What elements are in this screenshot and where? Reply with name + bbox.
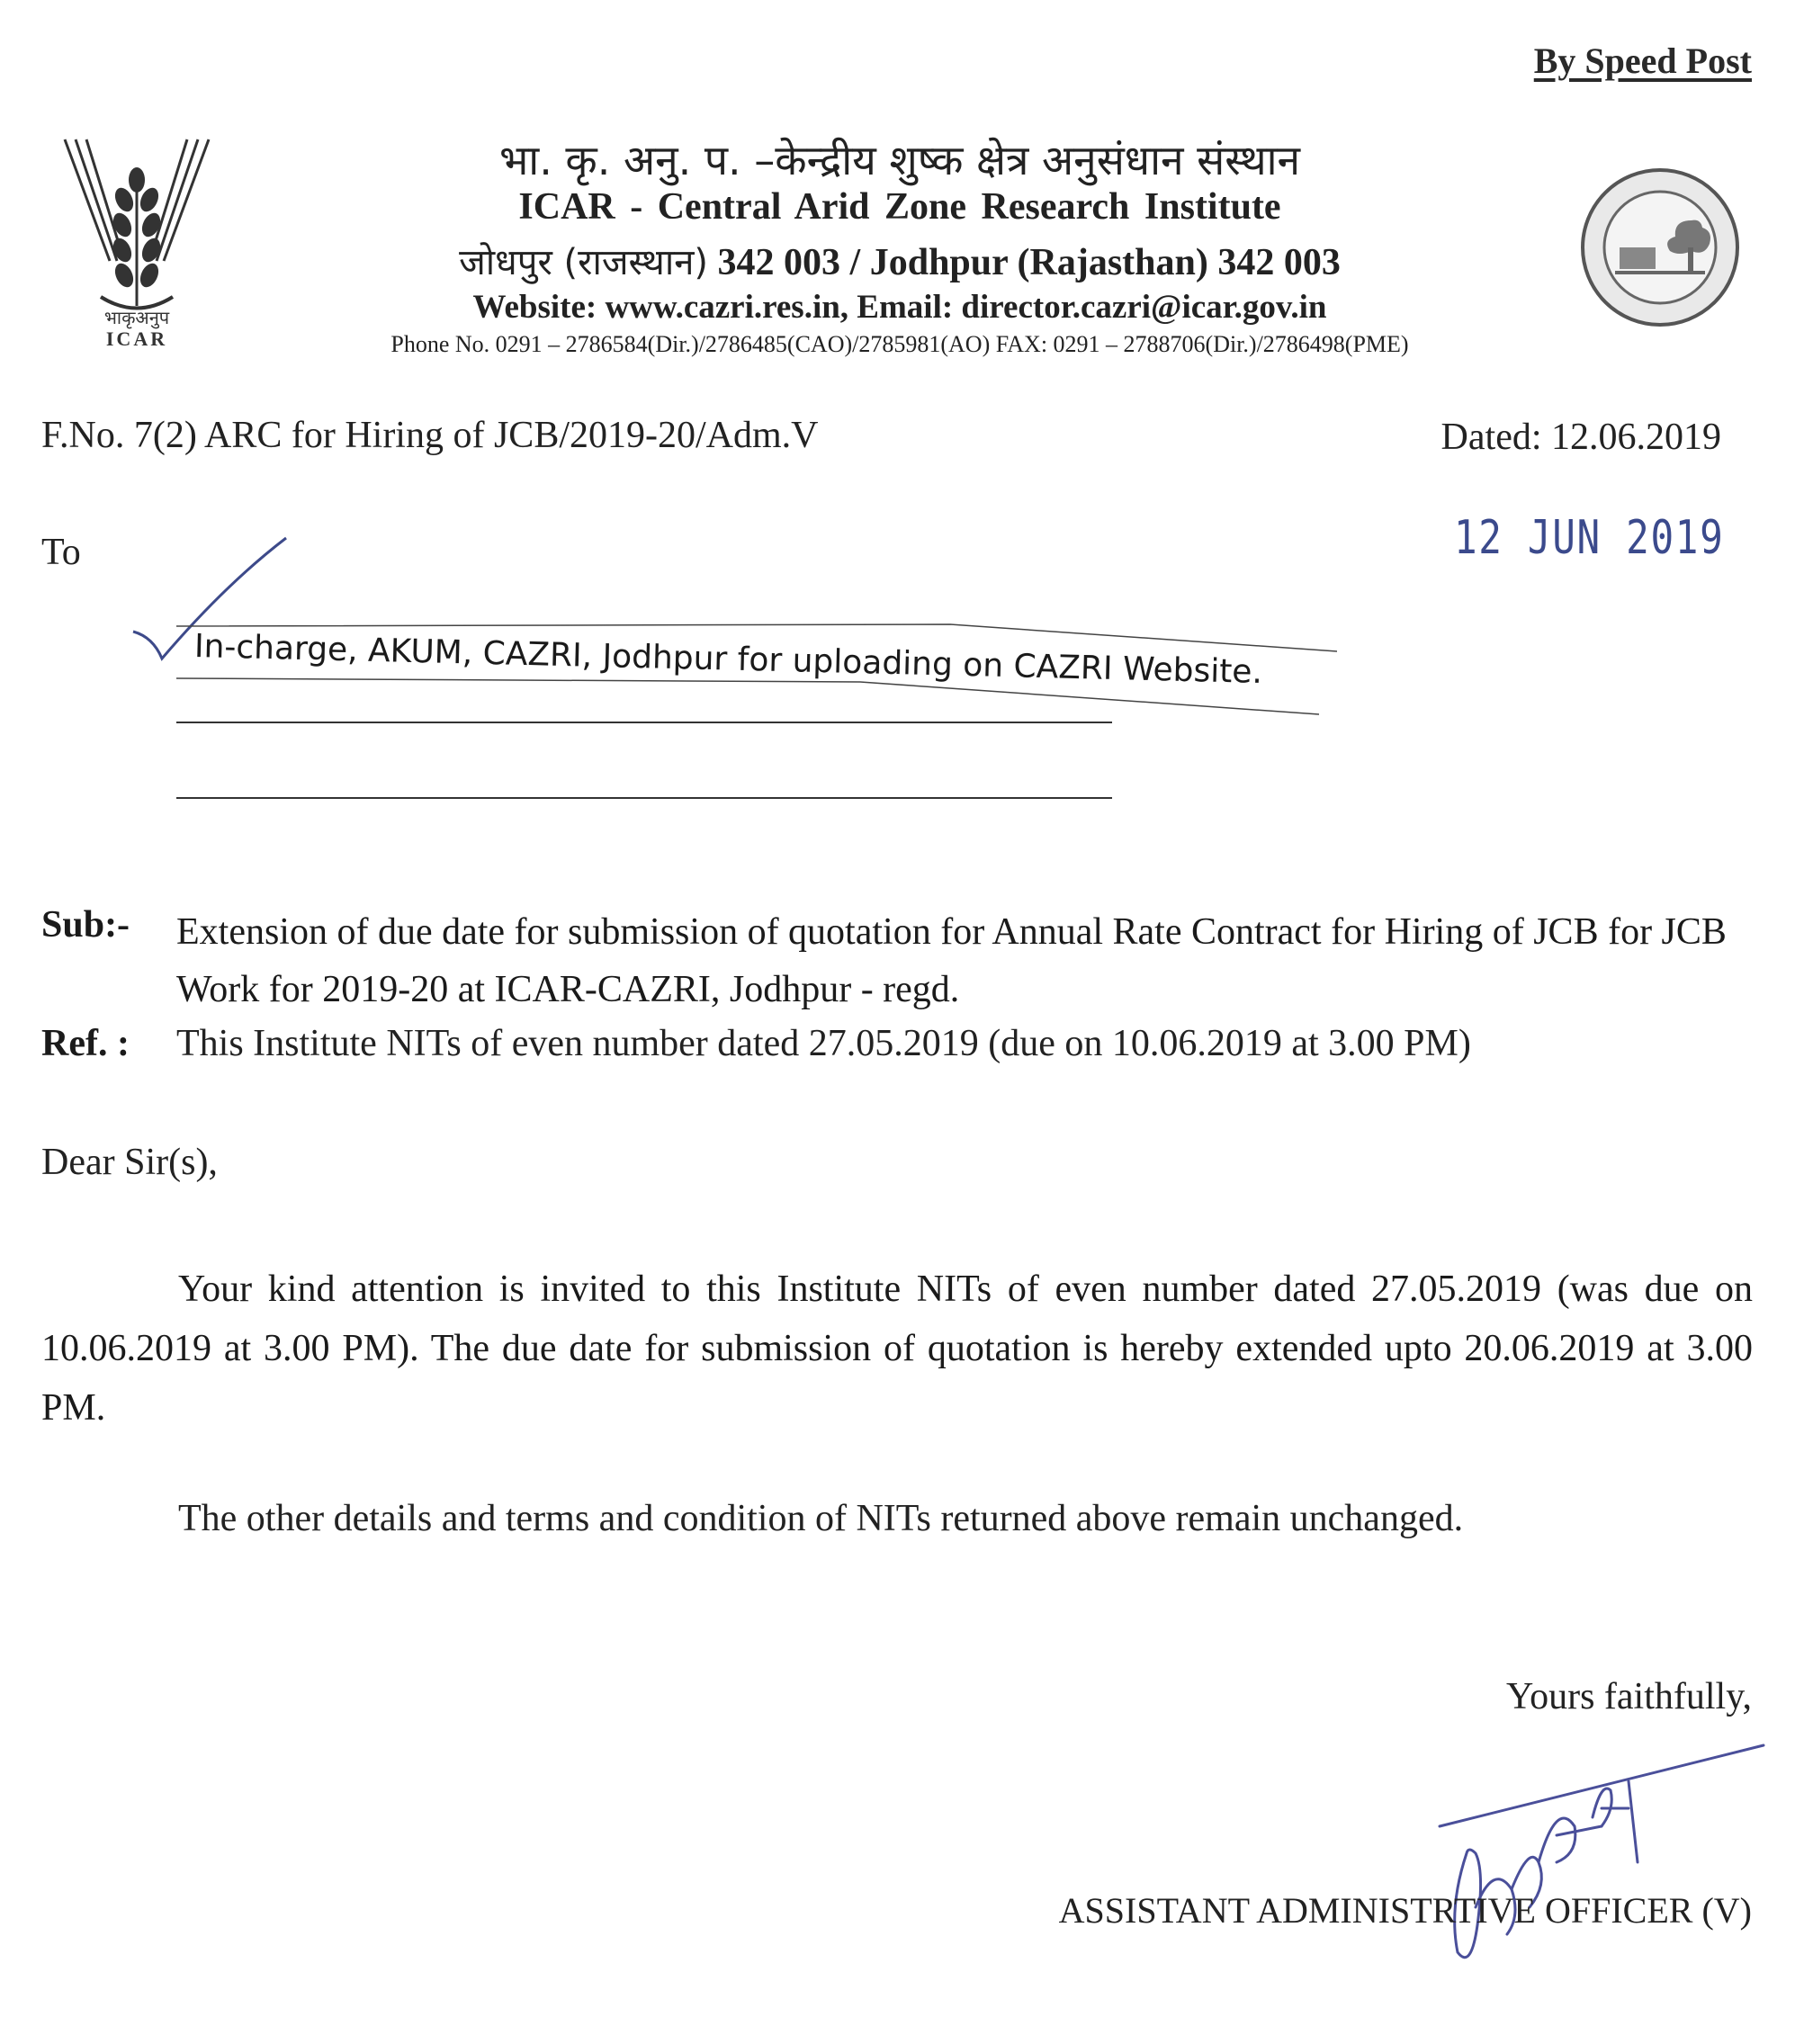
received-date-stamp: 12 JUN 2019: [1454, 511, 1725, 565]
svg-text:भाकृअनुप: भाकृअनुप: [103, 307, 170, 328]
cazri-seal-icon: [1566, 166, 1755, 328]
subject-label: Sub:-: [41, 904, 130, 946]
letter-date: Dated: 12.06.2019: [1441, 417, 1721, 458]
institute-name: ICAR - Central Arid Zone Research Institute: [518, 186, 1281, 228]
icar-logo-icon: [47, 135, 227, 351]
closing: Yours faithfully,: [1505, 1676, 1752, 1717]
recipient: In-charge, AKUM, CAZRI, Jodhpur for uploading on CAZRI Website.: [193, 628, 1263, 692]
salutation: Dear Sir(s),: [41, 1142, 218, 1183]
reference-label: Ref. :: [41, 1023, 130, 1064]
website-email: Website: www.cazri.res.in, Email: director.cazri@icar.gov.in: [472, 289, 1327, 326]
phone-fax: Phone No. 0291 – 2786584(Dir.)/2786485(CAO)/2785981(AO) FAX: 0291 – 2788706(Dir.)/2786498(PME): [390, 331, 1409, 357]
address-hindi: जोधपुर (राजस्थान): [459, 242, 709, 283]
to-label: To: [41, 532, 81, 573]
address-english: 342 003 / Jodhpur (Rajasthan) 342 003: [708, 242, 1341, 283]
speed-post-label: By Speed Post: [1533, 40, 1752, 81]
svg-text:ICAR: ICAR: [105, 327, 168, 350]
institute-address: [270, 236, 1530, 285]
subject-text: Extension of due date for submission of quotation for Annual Rate Contract for Hiring of JCB for JCB Work for 2019-20 at ICAR-CAZRI, Jodhpur - regd.: [176, 911, 1727, 1010]
institute-name-hindi: भा. कृ. अनु. प. –केन्द्रीय शुष्क क्षेत्र अनुसंधान संस्थान: [498, 136, 1301, 184]
signature-icon: [1422, 1727, 1782, 1997]
address-line-1: [176, 722, 1112, 723]
file-number: F.No. 7(2) ARC for Hiring of JCB/2019-20/Adm.V: [41, 415, 819, 456]
address-line-2: [176, 797, 1112, 799]
signatory-designation: ASSISTANT ADMINISTRTIVE OFFICER (V): [1058, 1890, 1752, 1931]
reference-text: This Institute NITs of even number dated 27.05.2019 (due on 10.06.2019 at 3.00 PM): [176, 1023, 1471, 1064]
body-paragraph-2: The other details and terms and condition of NITs returned above remain unchanged.: [178, 1498, 1464, 1539]
body-paragraph-1: Your kind attention is invited to this Institute NITs of even number dated 27.05.2019 (was due on 10.06.2019 at 3.00 PM). The due date for submission of quotation is hereby extended upto 20.06.2019 at 3.00 PM.: [41, 1269, 1753, 1429]
